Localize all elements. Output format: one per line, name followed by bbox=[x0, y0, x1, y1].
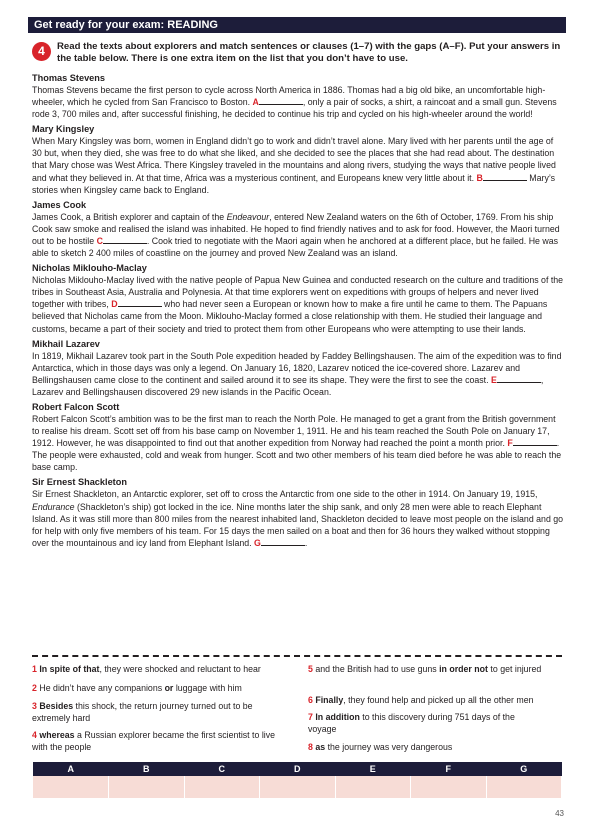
option-number: 7 bbox=[308, 712, 313, 722]
body-text: In 1819, Mikhail Lazarev took part in the South Pole expedition headed by Faddey Bellingshausen. The aim of the expedition was to find Antarctica, which in those days was only a legend. On January 16, 1820, Lazarev noticed the ice-covered shore. Lazarev and Bellingshausen came close to the continent and sailed around it to see its shape. They were the first to see the coast. bbox=[32, 350, 562, 385]
option-text: , they found help and picked up all the other men bbox=[343, 695, 534, 705]
body-text: When Mary Kingsley was born, women in England didn’t go to work and didn’t travel alone. Mary lived with her parents until the age of 30 but, when they died, she was free to do what she liked, and she decided to see the places that she had read about. The destination that Mary chose was West Africa. There Kingsley traveled in the mountains and along rivers, studying the ways that native people lived and what they believed in. At that time, Africa was a mysterious continent, and Europeans knew very little about it. bbox=[32, 136, 556, 183]
gap-label: A bbox=[252, 97, 259, 108]
section-title: Thomas Stevens bbox=[32, 73, 106, 83]
section-body bbox=[32, 350, 564, 398]
option-number: 3 bbox=[32, 701, 37, 711]
answer-table bbox=[33, 762, 562, 798]
answer-cell-b[interactable] bbox=[109, 776, 185, 798]
section-body bbox=[32, 84, 564, 120]
option-item bbox=[32, 730, 284, 753]
body-text: Nicholas Miklouho-Maclay lived with the native people of Papua New Guinea and conducted research on the culture and traditions of the tribes in Southeast Asia, Australia and Polynesia. At that time explorers went on expeditions with groups of helpers and never lived together with tribes, bbox=[32, 275, 564, 310]
answer-cell-a[interactable] bbox=[33, 776, 109, 798]
dashed-divider bbox=[32, 655, 562, 657]
option-item bbox=[308, 664, 560, 676]
section-title: Robert Falcon Scott bbox=[32, 401, 120, 412]
answer-column-header: E bbox=[335, 762, 411, 776]
task-number-badge: 4 bbox=[32, 42, 51, 61]
gap-label: C bbox=[96, 235, 103, 246]
option-item bbox=[308, 742, 560, 754]
text-section bbox=[32, 338, 564, 398]
body-text: James Cook, a British explorer and captain of the bbox=[32, 211, 227, 222]
option-item bbox=[32, 683, 290, 695]
answer-column-header: G bbox=[486, 762, 562, 776]
option-linker: in order not bbox=[439, 664, 488, 674]
option-number: 2 bbox=[32, 683, 37, 693]
section-body bbox=[32, 488, 564, 548]
option-text: and the British had to use guns bbox=[315, 664, 440, 674]
answer-column-header: C bbox=[184, 762, 260, 776]
reading-texts bbox=[32, 72, 564, 552]
body-text: . Cook tried to negotiate with the Maori again when he anchored at a different place, but he failed. He was able to sketch 2 400 miles of coastline on the journey and proved New Zealand was an island. bbox=[32, 235, 559, 259]
ship-name: Endeavour bbox=[226, 211, 270, 222]
option-text: this shock, the return journey turned out to be extremely hard bbox=[32, 701, 253, 723]
text-section bbox=[32, 401, 564, 473]
option-number: 5 bbox=[308, 664, 313, 674]
gap-blank[interactable] bbox=[483, 172, 527, 181]
option-number: 6 bbox=[308, 695, 313, 705]
text-section bbox=[32, 72, 564, 120]
option-text: to get injured bbox=[487, 664, 542, 674]
section-title: Mary Kingsley bbox=[32, 124, 95, 135]
option-item bbox=[308, 712, 540, 735]
gap-label: B bbox=[476, 172, 483, 183]
section-body bbox=[32, 135, 564, 195]
section-title: Nicholas Miklouho-Maclay bbox=[32, 263, 147, 274]
section-body bbox=[32, 211, 564, 259]
section-body bbox=[32, 274, 564, 334]
answer-column-header: A bbox=[33, 762, 109, 776]
gap-blank[interactable] bbox=[513, 437, 557, 446]
task-instruction-text: Read the texts about explorers and match sentences or clauses (1–7) with the gaps (A–F). Put your answers in the table below. There is one extra item on the list that you don’t have to use. bbox=[57, 41, 561, 64]
option-linker: Finally bbox=[315, 695, 344, 705]
answer-column-header: F bbox=[411, 762, 487, 776]
body-text: (Shackleton’s ship) got locked in the ice. Nine months later the ship sank, and only 28 men were able to reach Elephant Island. As it was still more than 800 miles from the nearest inhabited land, Shackleton decided to leave most people on the island and go for help with only five members of his team. For 15 days the men sailed on a boat and then for 36 hours they walked without stopping over the mountainous and icy land from Elephant Island. bbox=[32, 501, 564, 548]
gap-label: E bbox=[491, 374, 497, 385]
option-linker: whereas bbox=[39, 730, 75, 740]
answer-cell-f[interactable] bbox=[411, 776, 487, 798]
body-text: . The people were exhausted, cold and weak from hunger. Scott and two other members of his team died before he was able to reach the base camp. bbox=[32, 438, 562, 473]
gap-blank[interactable] bbox=[497, 374, 541, 383]
answer-cell-e[interactable] bbox=[335, 776, 411, 798]
body-text: Sir Ernest Shackleton, an Antarctic explorer, set off to cross the Antarctic from one side to the other in 1914. On January 19, 1915, bbox=[32, 489, 538, 500]
gap-blank[interactable] bbox=[118, 298, 162, 307]
option-item bbox=[32, 664, 290, 676]
section-title: James Cook bbox=[32, 199, 87, 210]
option-linker: In addition bbox=[315, 712, 360, 722]
option-item bbox=[32, 701, 284, 724]
option-linker: In spite of that bbox=[39, 664, 100, 674]
text-section bbox=[32, 199, 564, 259]
gap-label: F bbox=[507, 438, 513, 449]
gap-label: G bbox=[254, 537, 261, 548]
gap-label: D bbox=[111, 299, 118, 310]
option-text: , they were shocked and reluctant to hear bbox=[99, 664, 261, 674]
text-section bbox=[32, 476, 564, 548]
task-instruction bbox=[32, 41, 562, 65]
option-text: the journey was very dangerous bbox=[325, 742, 453, 752]
gap-blank[interactable] bbox=[261, 537, 308, 548]
option-linker: or bbox=[164, 683, 174, 693]
gap-blank[interactable] bbox=[103, 235, 147, 244]
body-text: Robert Falcon Scott’s ambition was to be the first man to reach the North Pole. He managed to get a grant from the British government to realise his dream. Scott set off from his base camp on November 1, 1911. He and his team reached the South Pole on January 17, 1912. However, he was disappointed to find out that another expedition from Norway had reached the point a month prior. bbox=[32, 413, 556, 449]
option-text: He didn’t have any companions bbox=[39, 683, 165, 693]
body-text: , entered New Zealand waters on the 6th of October, 1769. From his ship Cook saw smoke and realised the island was inhabited. He hoped to find friendly natives and to ask for food. However, the Maori turned out to be hostile bbox=[32, 211, 560, 246]
body-text: , Lazarev and Bellingshausen discovered 29 new islands in the Pacific Ocean. bbox=[32, 374, 544, 397]
body-text: . bbox=[304, 537, 308, 548]
page-number: 43 bbox=[555, 809, 564, 818]
text-section bbox=[32, 262, 564, 334]
ship-name: Endurance bbox=[32, 501, 75, 512]
answer-cell-g[interactable] bbox=[486, 776, 562, 798]
section-header: Get ready for your exam: READING bbox=[28, 17, 566, 33]
section-title: Mikhail Lazarev bbox=[32, 338, 100, 349]
section-body bbox=[32, 413, 564, 473]
text-section bbox=[32, 123, 564, 195]
answer-cell-d[interactable] bbox=[260, 776, 336, 798]
answer-column-header: B bbox=[109, 762, 185, 776]
option-item bbox=[308, 695, 564, 707]
body-text: , only a pair of socks, a shirt, a raincoat and a small gun. Stevens rode 3, 700 miles and, after successful finishing, he decided to continue his trip and cycled on his high-wheeler around the world! bbox=[32, 97, 557, 120]
option-text: luggage with him bbox=[173, 683, 242, 693]
answer-table-row bbox=[33, 776, 562, 798]
option-text: to this discovery during 751 days of the voyage bbox=[308, 712, 515, 734]
section-title: Sir Ernest Shackleton bbox=[32, 477, 127, 488]
option-number: 1 bbox=[32, 664, 37, 674]
option-linker: Besides bbox=[39, 701, 74, 711]
answer-column-header: D bbox=[260, 762, 336, 776]
body-text: Thomas Stevens became the first person to cycle across North America in 1886. Thomas had a big old bike, an uncomfortable high-wheeler, which he cycled from San Francisco to Boston. bbox=[32, 85, 546, 108]
gap-blank[interactable] bbox=[259, 96, 303, 105]
answer-table-header-row bbox=[33, 762, 562, 776]
option-text: a Russian explorer became the first scientist to live with the people bbox=[32, 730, 276, 752]
option-number: 8 bbox=[308, 742, 313, 752]
option-linker: as bbox=[315, 742, 326, 752]
body-text: who had never seen a European or known how to make a fire until he came to them. The Papuans believed that Nicholas came from the Moon. Miklouho-Maclay formed a close relationship with them. He studied their language and customs, became a part of their society and tried to protect them from other Europeans who were attempting to use their lands. bbox=[32, 299, 548, 334]
option-number: 4 bbox=[32, 730, 37, 740]
body-text: Mary’s stories when Kingsley came back to England. bbox=[32, 172, 556, 195]
answer-cell-c[interactable] bbox=[184, 776, 260, 798]
